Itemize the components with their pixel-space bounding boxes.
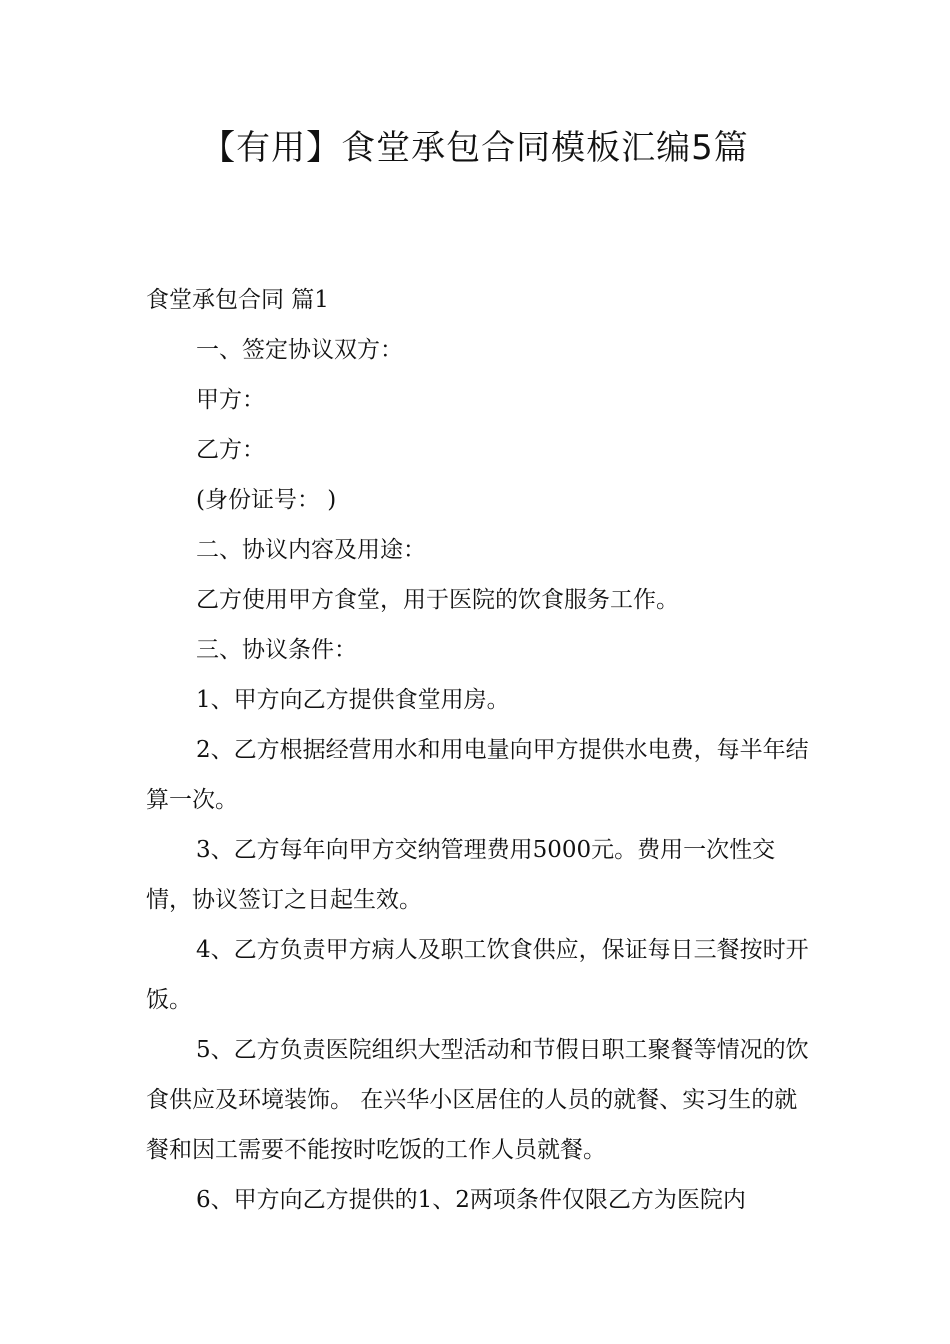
document-title: 【有用】食堂承包合同模板汇编5篇 xyxy=(201,128,749,168)
paragraph-condition-6: 6、甲方向乙方提供的1、2两项条件仅限乙方为医院内 xyxy=(196,1187,746,1213)
paragraph-parties: 一、签定协议双方： xyxy=(196,337,403,363)
paragraph-conditions-heading: 三、协议条件： xyxy=(196,637,357,663)
paragraph-usage: 乙方使用甲方食堂，用于医院的饮食服务工作。 xyxy=(196,587,679,613)
paragraph-party-a: 甲方： xyxy=(196,387,265,413)
document-body xyxy=(146,275,810,1225)
paragraph-id-number: (身份证号： ) xyxy=(196,487,337,513)
paragraph-condition-4: 4、乙方负责甲方病人及职工饮食供应，保证每日三餐按时开饭。 xyxy=(146,937,809,1013)
paragraph-party-b: 乙方： xyxy=(196,437,265,463)
paragraph-condition-1: 1、甲方向乙方提供食堂用房。 xyxy=(196,687,510,713)
paragraph-condition-3: 3、乙方每年向甲方交纳管理费用5000元。费用一次性交情，协议签订之日起生效。 xyxy=(146,837,776,913)
paragraph-condition-2: 2、乙方根据经营用水和用电量向甲方提供水电费，每半年结算一次。 xyxy=(146,737,809,813)
paragraph-content-heading: 二、协议内容及用途： xyxy=(196,537,426,563)
section-heading: 食堂承包合同 篇1 xyxy=(146,287,329,313)
paragraph-condition-5: 5、乙方负责医院组织大型活动和节假日职工聚餐等情况的饮食供应及环境装饰。 在兴华小区居住的人员的就餐、实习生的就餐和因工需要不能按时吃饭的工作人员就餐。 xyxy=(146,1037,809,1163)
